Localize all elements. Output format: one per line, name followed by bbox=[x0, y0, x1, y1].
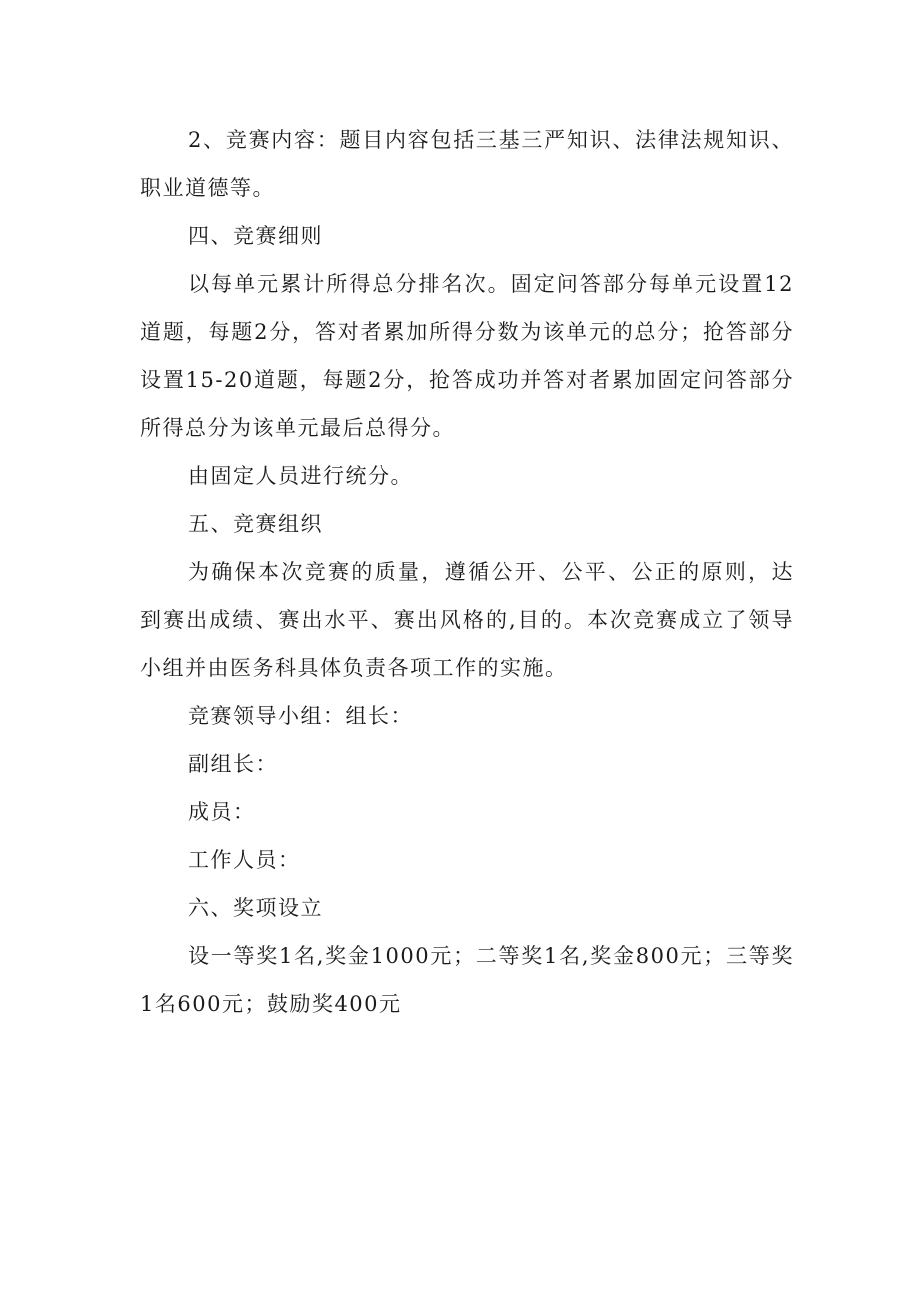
heading-awards: 六、奖项设立 bbox=[188, 896, 323, 920]
heading-competition-rules: 四、竞赛细则 bbox=[188, 224, 323, 248]
paragraph-organization-purpose: 为确保本次竞赛的质量，遵循公开、公平、公正的原则，达到赛出成绩、赛出水平、赛出风格的,目的。本次竞赛成立了领导小组并由医务科具体负责各项工作的实施。 bbox=[140, 560, 794, 680]
paragraph-deputy-leader: 副组长： bbox=[188, 752, 278, 776]
paragraph-staff: 工作人员： bbox=[188, 848, 301, 872]
heading-competition-organization: 五、竞赛组织 bbox=[188, 512, 323, 536]
paragraph-competition-content: 2、竞赛内容：题目内容包括三基三严知识、法律法规知识、职业道德等。 bbox=[140, 128, 794, 200]
document-body bbox=[140, 116, 794, 1028]
paragraph-scoring-rules: 以每单元累计所得总分排名次。固定问答部分每单元设置12道题，每题2分，答对者累加所得分数为该单元的总分；抢答部分设置15-20道题，每题2分，抢答成功并答对者累加固定问答部分所得总分为该单元最后总得分。 bbox=[140, 272, 794, 440]
paragraph-leader-group: 竞赛领导小组：组长： bbox=[188, 704, 413, 728]
paragraph-members: 成员： bbox=[188, 800, 256, 824]
paragraph-score-tally: 由固定人员进行统分。 bbox=[188, 464, 413, 488]
paragraph-award-details: 设一等奖1名,奖金1000元；二等奖1名,奖金800元；三等奖1名600元；鼓励奖400元 bbox=[140, 944, 794, 1016]
